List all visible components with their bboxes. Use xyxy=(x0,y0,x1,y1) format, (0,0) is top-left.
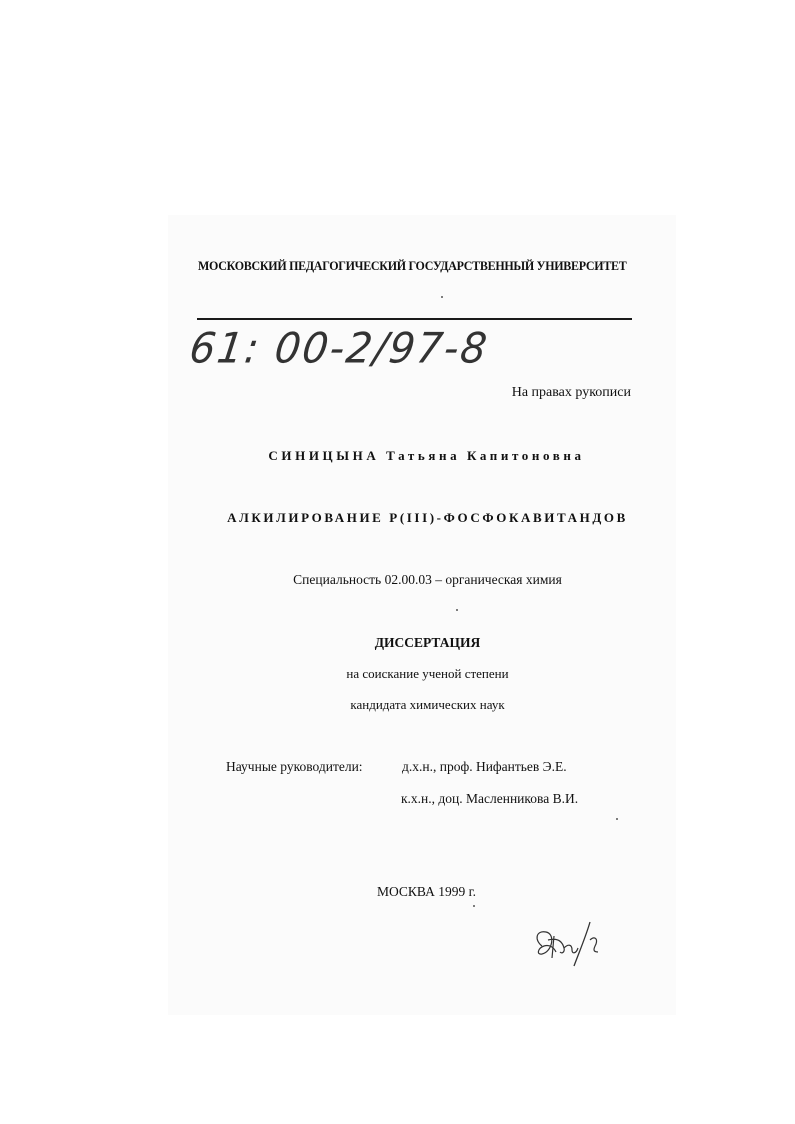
handwritten-catalog-number xyxy=(186,324,492,374)
manuscript-rights-note: На правах рукописи xyxy=(511,385,631,400)
author-name: СИНИЦЫНА Татьяна Капитоновна xyxy=(268,448,585,463)
document-type: ДИССЕРТАЦИЯ xyxy=(374,635,481,650)
supervisor-first: д.х.н., проф. Нифантьев Э.Е. xyxy=(402,759,567,774)
scan-speck xyxy=(616,818,618,820)
handwritten-signature xyxy=(528,918,608,970)
scan-speck xyxy=(456,609,458,611)
degree-line-2: кандидата химических наук xyxy=(350,697,505,712)
handwritten-catalog-number-text: 61: 00-2/97-8 xyxy=(186,324,492,374)
city-year: МОСКВА 1999 г. xyxy=(377,884,476,899)
scan-speck xyxy=(441,296,443,298)
supervisors-label: Научные руководители: xyxy=(226,759,363,774)
degree-line-1: на соискание ученой степени xyxy=(346,666,509,681)
supervisor-second: к.х.н., доц. Масленникова В.И. xyxy=(401,791,579,806)
header-divider xyxy=(197,318,632,320)
university-name: МОСКОВСКИЙ ПЕДАГОГИЧЕСКИЙ ГОСУДАРСТВЕННЫЙ УНИВЕРСИТЕТ xyxy=(198,259,627,273)
specialty-line: Специальность 02.00.03 – органическая химия xyxy=(293,572,562,587)
thesis-title: АЛКИЛИРОВАНИЕ Р(III)-ФОСФОКАВИТАНДОВ xyxy=(227,510,628,525)
scan-speck xyxy=(473,905,475,907)
